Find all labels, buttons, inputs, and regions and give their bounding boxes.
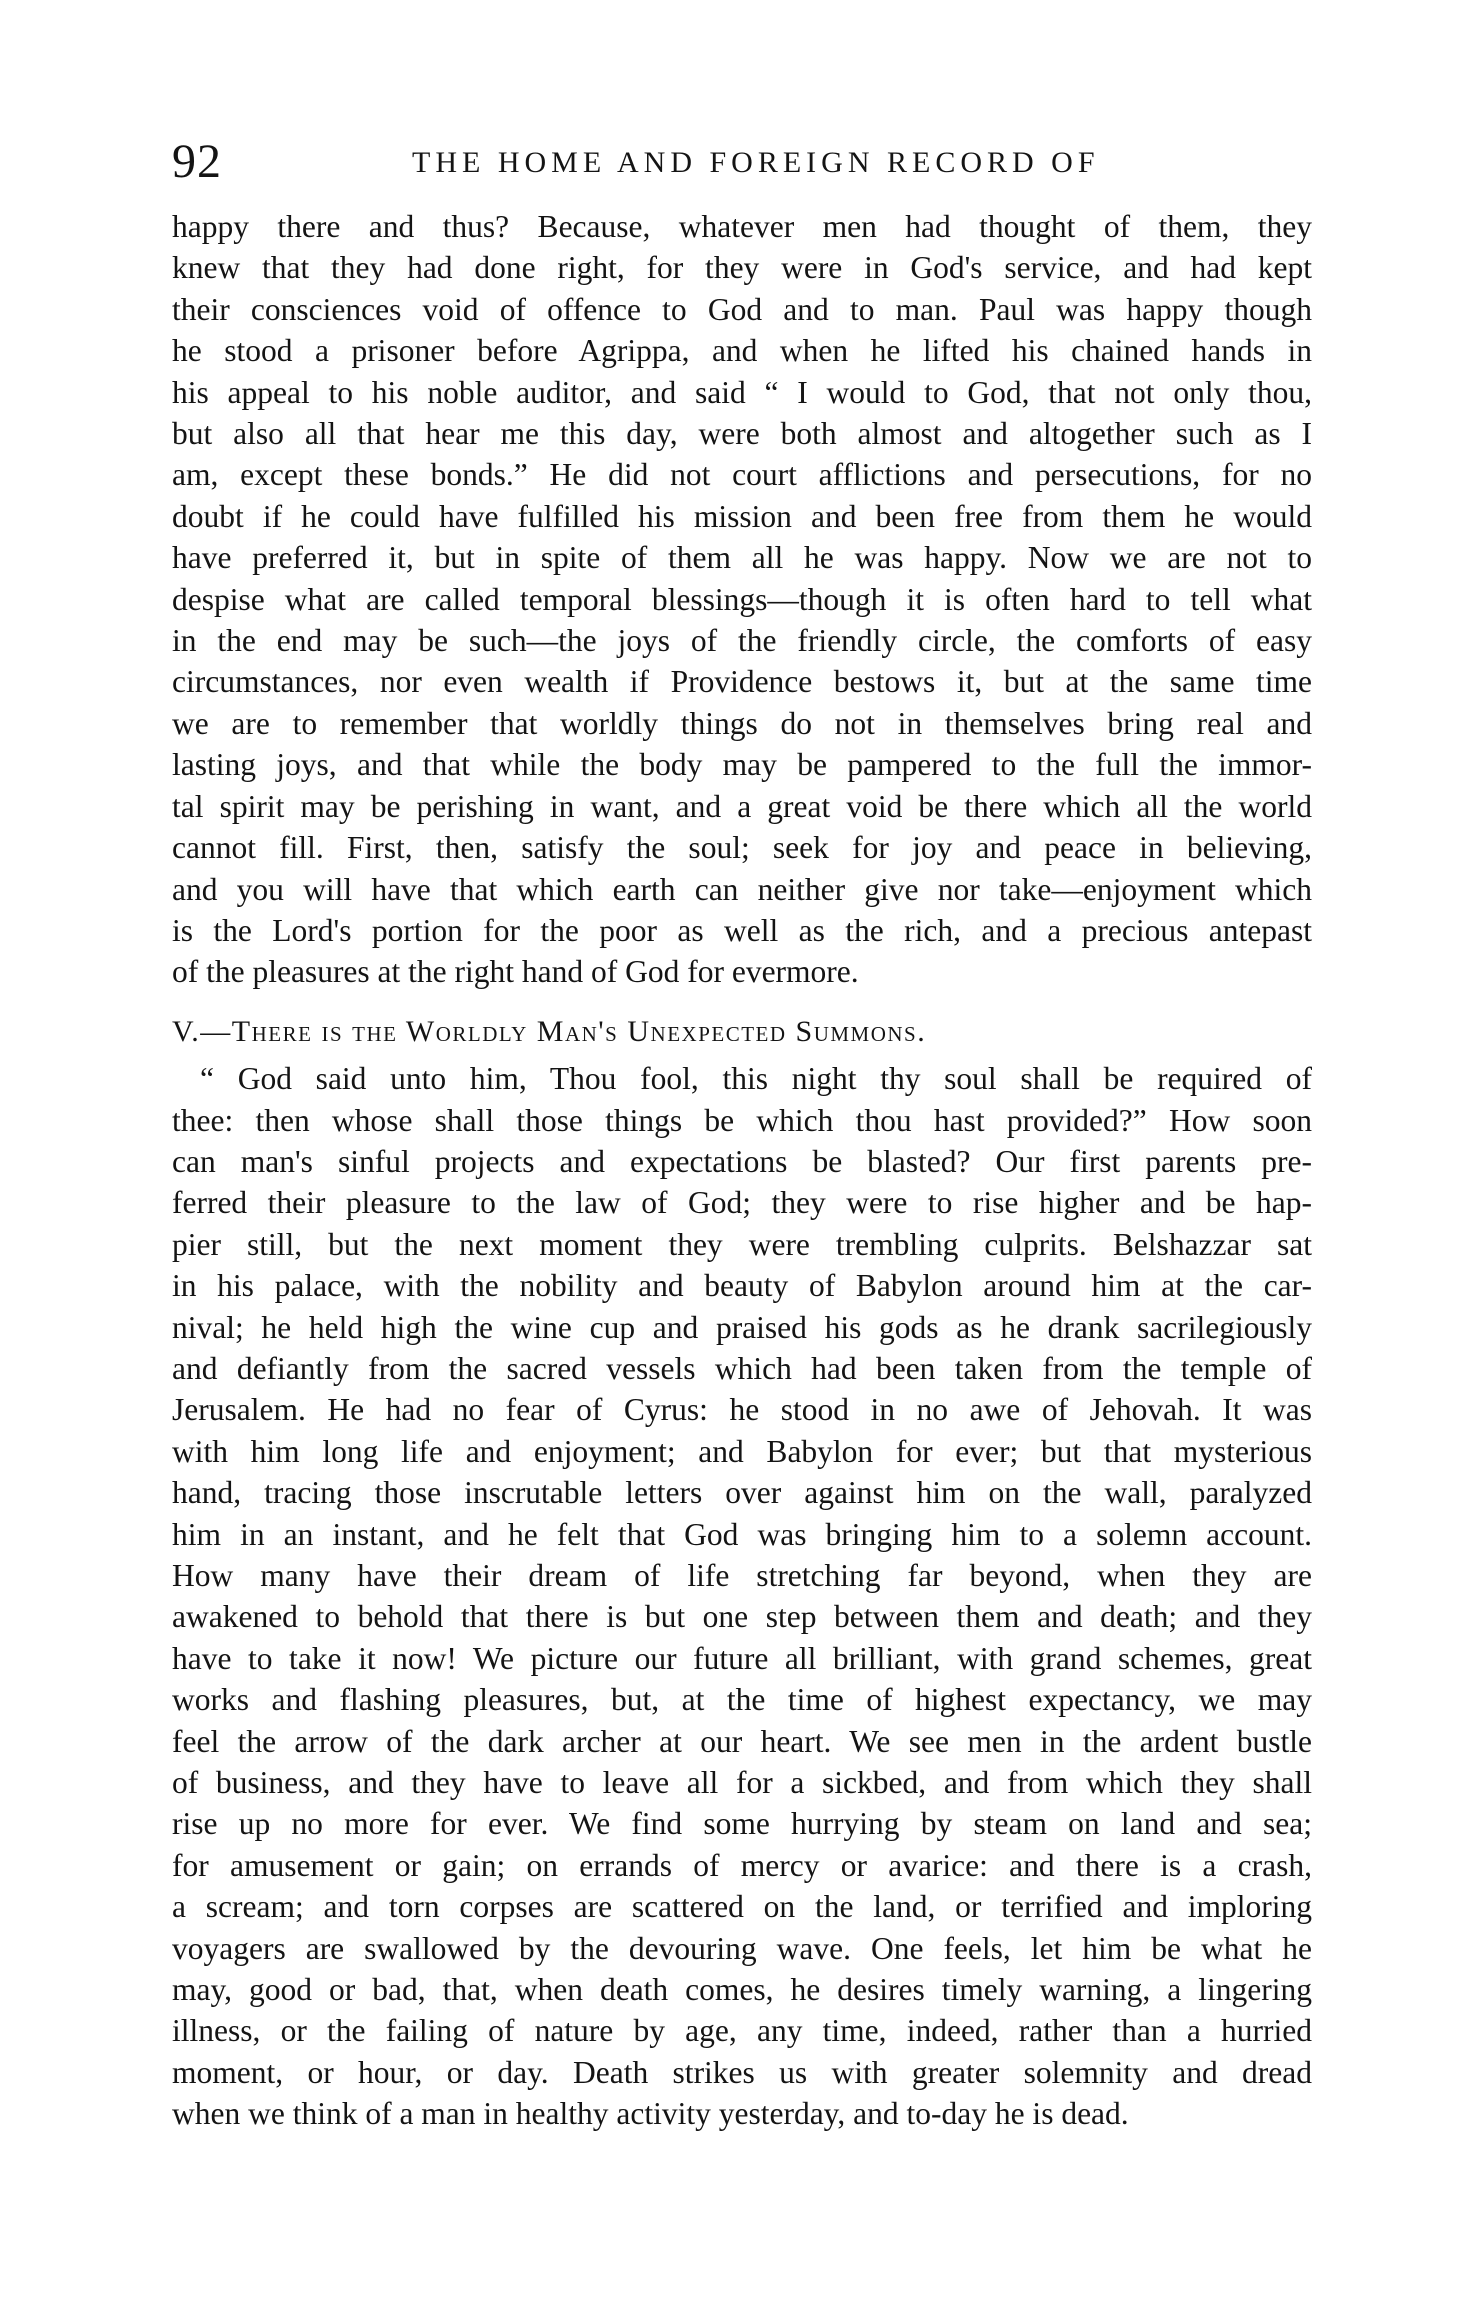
- text-line: their consciences void of offence to God and to man. Paul was happy though: [172, 291, 1312, 327]
- text-line: have preferred it, but in spite of them all he was happy. Now we are not to: [172, 540, 1312, 576]
- text-line: voyagers are swallowed by the devouring wave. One feels, let him be what he: [172, 1930, 1312, 1966]
- page-number: 92: [172, 135, 222, 188]
- text-line: feel the arrow of the dark archer at our heart. We see men in the ardent bustle: [172, 1723, 1312, 1759]
- text-line: “ God said unto him, Thou fool, this night thy soul shall be required of: [200, 1061, 1312, 1097]
- text-line: for amusement or gain; on errands of mercy or avarice: and there is a crash,: [172, 1847, 1312, 1883]
- section-heading: V.—There is the Worldly Man's Unexpected Summons.: [172, 1014, 927, 1048]
- text-line: with him long life and enjoyment; and Babylon for ever; but that mysterious: [172, 1433, 1312, 1469]
- text-line: can man's sinful projects and expectations be blasted? Our first parents pre-: [172, 1143, 1312, 1179]
- text-line: am, except these bonds.” He did not court afflictions and persecutions, for no: [172, 457, 1312, 493]
- text-line: of the pleasures at the right hand of God for evermore.: [172, 954, 859, 990]
- text-line: have to take it now! We picture our future all brilliant, with grand schemes, great: [172, 1640, 1312, 1676]
- text-line: pier still, but the next moment they were trembling culprits. Belshazzar sat: [172, 1226, 1312, 1262]
- text-line: hand, tracing those inscrutable letters over against him on the wall, paralyzed: [172, 1475, 1312, 1511]
- text-line: of business, and they have to leave all for a sickbed, and from which they shall: [172, 1765, 1312, 1801]
- text-line: a scream; and torn corpses are scattered on the land, or terrified and imploring: [172, 1889, 1312, 1925]
- text-line: but also all that hear me this day, were both almost and altogether such as I: [172, 416, 1312, 452]
- text-line: doubt if he could have fulfilled his mission and been free from them he would: [172, 498, 1312, 534]
- text-line: nival; he held high the wine cup and praised his gods as he drank sacrilegiously: [172, 1309, 1312, 1345]
- text-line: circumstances, nor even wealth if Providence bestows it, but at the same time: [172, 664, 1312, 700]
- text-line: ferred their pleasure to the law of God; they were to rise higher and be hap-: [172, 1185, 1312, 1221]
- text-line: How many have their dream of life stretching far beyond, when they are: [172, 1558, 1312, 1593]
- text-line: may, good or bad, that, when death comes, he desires timely warning, a lingering: [172, 1972, 1312, 2008]
- text-line: him in an instant, and he felt that God was bringing him to a solemn account.: [172, 1516, 1312, 1552]
- text-line: rise up no more for ever. We find some hurrying by steam on land and sea;: [172, 1806, 1312, 1842]
- text-line: cannot fill. First, then, satisfy the soul; seek for joy and peace in believing,: [172, 830, 1312, 866]
- text-line: in his palace, with the nobility and beauty of Babylon around him at the car-: [172, 1268, 1312, 1304]
- text-line: and defiantly from the sacred vessels which had been taken from the temple of: [172, 1350, 1312, 1386]
- page-header: [172, 132, 1312, 192]
- text-line: we are to remember that worldly things do not in themselves bring real and: [172, 705, 1312, 741]
- text-line: works and flashing pleasures, but, at the time of highest expectancy, we may: [172, 1682, 1312, 1718]
- text-line: and you will have that which earth can neither give nor take—enjoyment which: [172, 871, 1312, 907]
- text-line: is the Lord's portion for the poor as well as the rich, and a precious antepast: [172, 912, 1312, 948]
- text-line: knew that they had done right, for they were in God's service, and had kept: [172, 250, 1312, 286]
- text-line: tal spirit may be perishing in want, and a great void be there which all the world: [172, 788, 1312, 824]
- text-line: lasting joys, and that while the body may be pampered to the full the immor-: [172, 747, 1312, 783]
- text-line: awakened to behold that there is but one step between them and death; and they: [172, 1599, 1312, 1635]
- text-line: Jerusalem. He had no fear of Cyrus: he stood in no awe of Jehovah. It was: [172, 1392, 1312, 1428]
- body-text: [172, 206, 1312, 2135]
- text-line: in the end may be such—the joys of the friendly circle, the comforts of easy: [172, 623, 1312, 659]
- text-line: his appeal to his noble auditor, and said “ I would to God, that not only thou,: [172, 374, 1312, 410]
- text-line: when we think of a man in healthy activity yesterday, and to-day he is dead.: [172, 2096, 1129, 2132]
- text-line: thee: then whose shall those things be which thou hast provided?” How soon: [172, 1102, 1312, 1138]
- running-title: THE HOME AND FOREIGN RECORD OF: [412, 146, 1100, 179]
- text-line: moment, or hour, or day. Death strikes us with greater solemnity and dread: [172, 2054, 1312, 2090]
- text-line: illness, or the failing of nature by age, any time, indeed, rather than a hurried: [172, 2013, 1312, 2049]
- text-line: he stood a prisoner before Agrippa, and when he lifted his chained hands in: [172, 333, 1312, 369]
- text-line: happy there and thus? Because, whatever men had thought of them, they: [172, 209, 1312, 244]
- text-line: despise what are called temporal blessings—though it is often hard to tell what: [172, 581, 1312, 617]
